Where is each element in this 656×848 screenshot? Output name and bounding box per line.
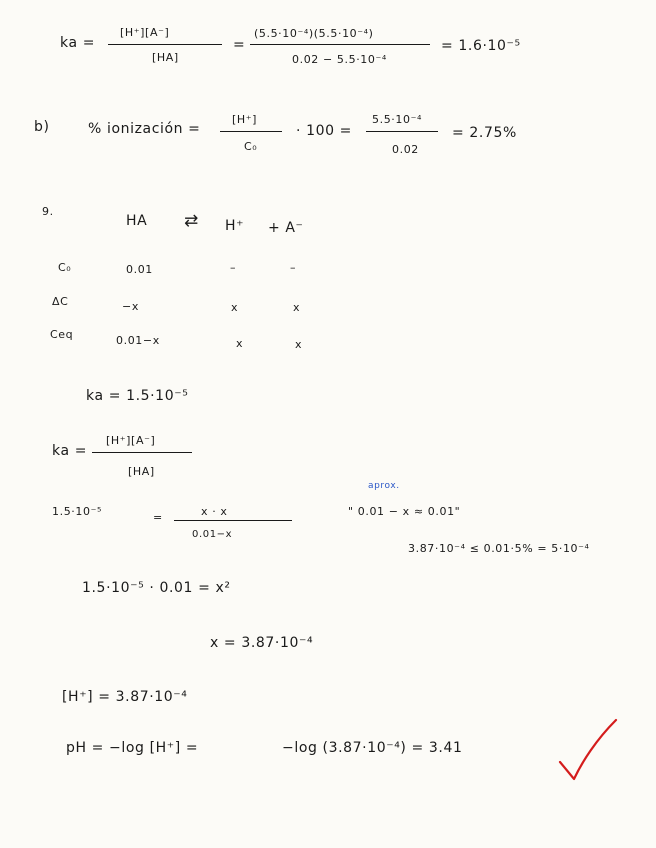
ice-cell: x: [295, 338, 303, 351]
ka-result: = 1.6·10⁻⁵: [441, 38, 521, 54]
ka-denominator: [HA]: [152, 51, 179, 64]
ice-cell: –: [230, 261, 237, 274]
ka-fraction-bar: [108, 44, 222, 45]
ionization-value-denominator: 0.02: [392, 143, 419, 156]
ice-row-label: Ceq: [50, 328, 74, 341]
part-b-label: b): [34, 119, 50, 135]
ka-expr-numerator: [H⁺][A⁻]: [106, 434, 156, 447]
problem-number: 9.: [42, 205, 54, 218]
equilibrium-arrow: ⇄: [184, 211, 199, 231]
ice-cell: x: [236, 337, 244, 350]
h-concentration: [H⁺] = 3.87·10⁻⁴: [62, 689, 188, 705]
ka-lhs: ka =: [60, 35, 96, 51]
approx-annotation: aprox.: [368, 481, 400, 491]
equation-lhs: 1.5·10⁻⁵: [52, 505, 103, 518]
ka-denominator-values: 0.02 − 5.5·10⁻⁴: [292, 53, 387, 66]
equation-denominator: 0.01−x: [192, 529, 233, 540]
ka-expr-fraction-bar: [92, 452, 192, 453]
ice-cell: –: [290, 261, 297, 274]
ka-numerator-values: (5.5·10⁻⁴)(5.5·10⁻⁴): [254, 27, 374, 40]
ka-expr-denominator: [HA]: [128, 465, 155, 478]
ionization-value-numerator: 5.5·10⁻⁴: [372, 113, 423, 126]
ice-row-label: C₀: [58, 261, 72, 274]
ka-given: ka = 1.5·10⁻⁵: [86, 388, 189, 404]
ionization-label: % ionización =: [88, 121, 201, 137]
ionization-denominator: C₀: [244, 140, 258, 153]
equilibrium-a: + A⁻: [268, 220, 304, 236]
ionization-value-fraction-bar: [366, 131, 438, 132]
step-multiply: 1.5·10⁻⁵ · 0.01 = x²: [82, 580, 231, 596]
equation-fraction-bar: [174, 520, 292, 521]
approximation: " 0.01 − x ≈ 0.01": [348, 505, 461, 518]
x-result: x = 3.87·10⁻⁴: [210, 635, 314, 651]
equilibrium-h: H⁺: [225, 218, 245, 234]
ka-expr-lhs: ka =: [52, 443, 88, 459]
ph-rhs: −log (3.87·10⁻⁴) = 3.41: [282, 740, 463, 756]
equation-equals: =: [153, 511, 163, 524]
ionization-fraction-bar: [220, 131, 282, 132]
ice-cell: 0.01: [126, 263, 153, 276]
ice-cell: x: [231, 301, 239, 314]
ph-lhs: pH = −log [H⁺] =: [66, 740, 199, 756]
equilibrium-ha: HA: [126, 213, 148, 229]
equation-numerator: x · x: [201, 505, 228, 518]
ka-values-fraction-bar: [250, 44, 430, 45]
ice-cell: x: [293, 301, 301, 314]
ionization-multiplier: · 100 =: [296, 123, 353, 139]
ionization-numerator: [H⁺]: [232, 113, 258, 126]
ka-equals: =: [233, 37, 246, 53]
ice-row-label: ΔC: [52, 295, 69, 308]
ice-cell: −x: [122, 300, 139, 313]
ice-cell: 0.01−x: [116, 334, 160, 347]
approximation-check: 3.87·10⁻⁴ ≤ 0.01·5% = 5·10⁻⁴: [408, 542, 590, 555]
ka-numerator: [H⁺][A⁻]: [120, 26, 170, 39]
check-icon: [556, 716, 620, 782]
ionization-result: = 2.75%: [452, 125, 517, 141]
